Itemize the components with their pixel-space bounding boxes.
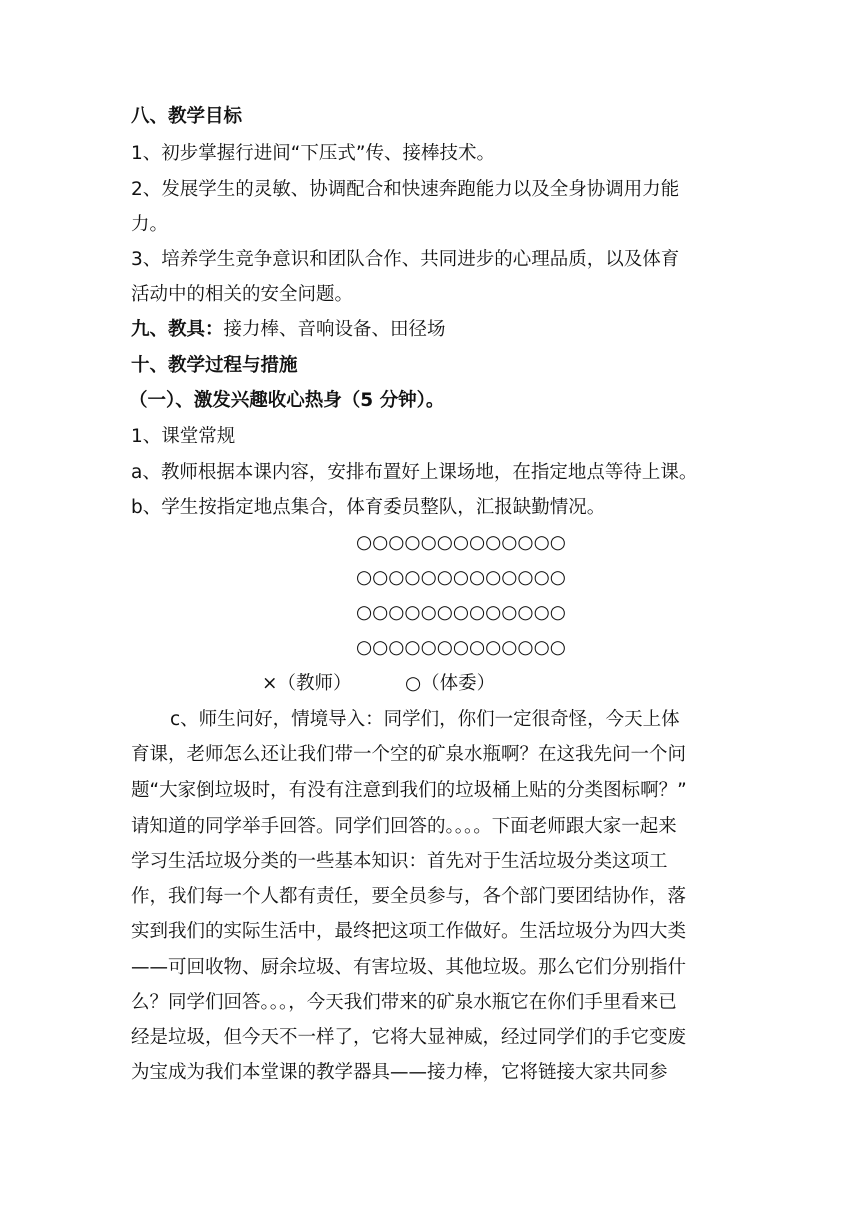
formation-row-4: ○○○○○○○○○○○○○	[356, 637, 566, 658]
paragraph-c-line-11: 为宝成为我们本堂课的教学器具——接力棒，它将链接大家共同参	[131, 1062, 668, 1083]
paragraph-c-line-5: 学习生活垃圾分类的一些基本知识：首先对于生活垃圾分类这项工	[131, 851, 668, 872]
section-8-title: 八、教学目标	[131, 106, 243, 127]
paragraph-c-line-1: c、师生问好，情境导入：同学们，你们一定很奇怪，今天上体	[170, 709, 680, 730]
section-9-line	[131, 318, 731, 342]
formation-row-1: ○○○○○○○○○○○○○	[356, 532, 566, 553]
paragraph-c-line-8: ——可回收物、厨余垃圾、有害垃圾、其他垃圾。那么它们分别指什	[131, 957, 687, 978]
formation-row-3: ○○○○○○○○○○○○○	[356, 602, 566, 623]
objective-item-2-line-1: 2、发展学生的灵敏、协调配合和快速奔跑能力以及全身协调用力能	[131, 179, 680, 200]
formation-row-2: ○○○○○○○○○○○○○	[356, 567, 566, 588]
objective-item-1: 1、初步掌握行进间“下压式”传、接棒技术。	[131, 143, 495, 164]
paragraph-c-line-9: 么？同学们回答。。。，今天我们带来的矿泉水瓶它在你们手里看来已	[131, 992, 677, 1013]
teacher-marker: ×（教师）	[262, 673, 352, 694]
objective-item-3-line-1: 3、培养学生竞争意识和团队合作、共同进步的心理品质，以及体育	[131, 249, 680, 270]
section-9-label: 九、教具：	[131, 319, 224, 340]
objective-item-3-line-2: 活动中的相关的安全问题。	[131, 284, 354, 305]
paragraph-c-line-7: 实到我们的实际生活中，最终把这项工作做好。生活垃圾分为四大类	[131, 921, 687, 942]
section-10-title: 十、教学过程与措施	[131, 355, 298, 376]
item-class-routine: 1、课堂常规	[131, 426, 236, 447]
paragraph-c-line-3: 题“大家倒垃圾时，有没有注意到我们的垃圾桶上贴的分类图标啊？”	[131, 780, 687, 801]
subsection-1-title: （一）、激发兴趣收心热身（5 分钟）。	[129, 390, 445, 411]
objective-item-2-line-2: 力。	[131, 214, 169, 235]
paragraph-c-line-10: 经是垃圾，但今天不一样了，它将大显神威，经过同学们的手它变废	[131, 1027, 687, 1048]
monitor-marker: ○（体委）	[405, 673, 496, 694]
section-9-text: 接力棒、音响设备、田径场	[223, 319, 446, 340]
paragraph-c-line-2: 育课，老师怎么还让我们带一个空的矿泉水瓶啊？在这我先问一个问	[131, 744, 687, 765]
paragraph-c-line-6: 作，我们每一个人都有责任，要全员参与，各个部门要团结协作，落	[131, 886, 687, 907]
paragraph-c-line-4: 请知道的同学举手回答。同学们回答的。。。。下面老师跟大家一起来	[131, 816, 677, 837]
item-b: b、学生按指定地点集合，体育委员整队，汇报缺勤情况。	[131, 497, 606, 518]
item-a: a、教师根据本课内容，安排布置好上课场地，在指定地点等待上课。	[131, 462, 698, 483]
